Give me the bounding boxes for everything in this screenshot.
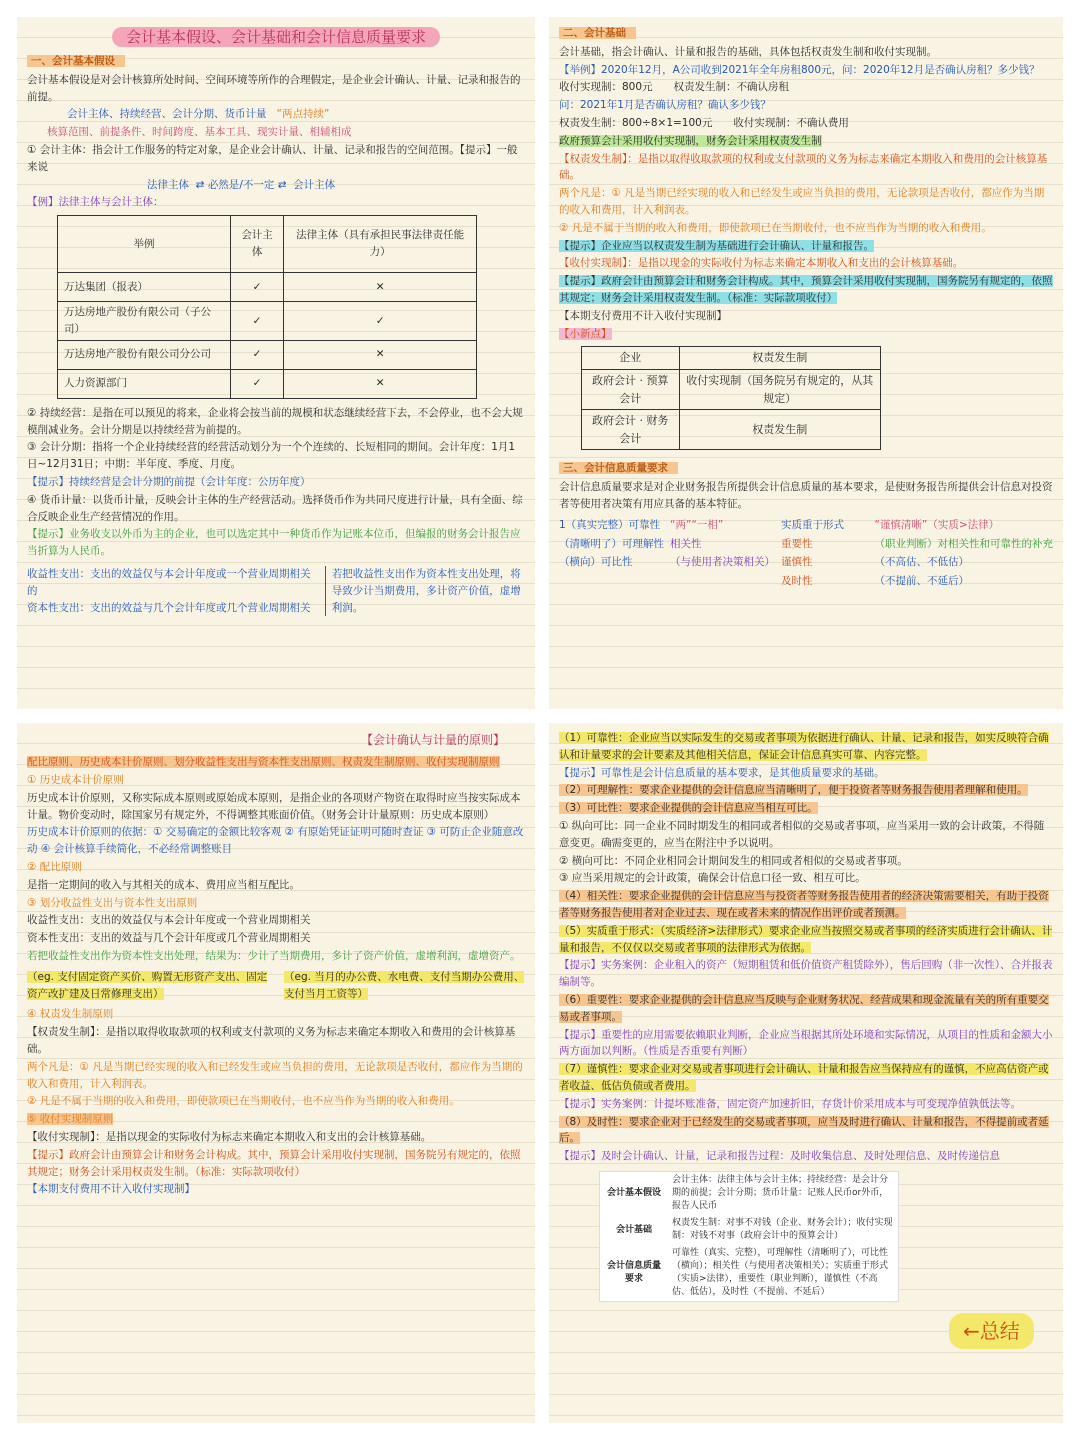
section-header: 二、会计基础 (559, 25, 1053, 42)
relation-mid: 必然是 (207, 178, 240, 191)
period-text: ③ 会计分期：指将一个企业持续经营的经营活动划分为一个个连续的、长短相同的期间。会计年度：1月1日~12月31日；中期：半年度、季度、月度。 (27, 441, 516, 471)
page-title: 【会计确认与计量的原则】 (360, 733, 505, 747)
basis-example: 【举例】2020年12月，A公司收到2021年全年房租800元，问：2020年12月是否确认房租？多少钱？ (559, 63, 1040, 76)
relation-left: 法律主体 (147, 178, 189, 191)
list-item: （职业判断）对相关性和可靠性的补充 (874, 537, 1053, 550)
table-cell: ✕ (284, 369, 477, 398)
table-header-row (58, 216, 477, 273)
relation-diagram: 法律主体 ⇄ 必然是/不一定 ⇄ 会计主体 (147, 178, 336, 191)
table-cell: ✓ (284, 302, 477, 341)
list-item: 重要性 (781, 537, 813, 550)
basis-intro: 会计基础，指会计确认、计量和报告的基础，具体包括权责发生制和收付实现制。 (559, 45, 937, 58)
relation-right: 会计主体 (293, 178, 336, 191)
two-rules-1: 两个凡是：① 凡是当期已经实现的收入和已经发生或应当负担的费用，无论款项是否收付，都应作为当期的收入和费用，计入利润表。 (559, 187, 1045, 216)
table-cell: ✓ (230, 340, 283, 369)
materiality-text: （6）重要性：要求企业提供的会计信息应当反映与企业财务状况、经营成果和现金流量有关的所有重要交易或者事项。 (559, 993, 1049, 1023)
notes-page-quality-details (549, 723, 1063, 1423)
accrual-r1: 两个凡是：① 凡是当期已经实现的收入和已经发生或应当负担的费用，无论款项是否收付，都应作为当期的收入和费用，计入利润表。 (27, 1060, 523, 1090)
table-header: 举例 (58, 216, 231, 273)
space-time-note: “两点持续” (276, 108, 330, 121)
accrual-def: 【权责发生制】：是指以取得收取款项的权利或支付款项的义务为标志来确定本期收入和费用的会计核算基础。 (27, 1026, 516, 1055)
understand-text: （2）可理解性：要求企业提供的会计信息应当清晰明了，便于投资者等财务报告使用者理解和使用。 (559, 784, 1028, 797)
hist-def: 历史成本计价原则，又称实际成本原则或原始成本原则，是指企业的各项财产物资在取得时应当按实际成本计量。物价变动时，除国家另有规定外，不得调整其账面价值。（财务会计计量原则：历史成本原则） (27, 791, 521, 821)
table-row (58, 340, 477, 369)
entity-text: ① 会计主体：指会计工作服务的特定对象，是企业会计确认、计量、记录和报告的空间范围。【提示】一般来说 (27, 143, 518, 173)
table-header: 法律主体（具有承担民事法律责任能力） (284, 216, 477, 273)
table-cell: 万达房地产股份有限公司分公司 (58, 340, 231, 369)
list-item: （与使用者决策相关） (670, 556, 775, 569)
section-header: 一、会计基本假设 (27, 53, 525, 70)
capital-expense-def: 资本性支出：支出的效益与几个会计年度或几个营业周期相关 (27, 601, 311, 614)
list-item: “两”“一相” (670, 518, 724, 531)
table-cell: ✓ (230, 273, 283, 302)
list-item: “谨慎清晰”（实质>法律） (874, 518, 1000, 531)
cash-tip: 【提示】政府会计由预算会计和财务会计构成。其中，预算会计采用收付实现制，国务院另有规定的，依照其规定；财务会计采用权责发生制。（标准：实际款项收付） (27, 1148, 521, 1178)
prudence-text: （7）谨慎性：要求企业对交易或者事项进行会计确认、计量和报告应当保持应有的谨慎，不应高估资产或者收益、低估负债或者费用。 (559, 1063, 1049, 1092)
split-header: ③ 划分收益性支出与资本性支出原则 (27, 896, 198, 909)
gov-tip: 【提示】政府会计由预算会计和财务会计构成。其中，预算会计采用收付实现制，国务院另有规定的，依照其规定；财务会计采用权责发生制。（标准：实际款项收付） (559, 275, 1053, 304)
relation-mid2: 不一定 (242, 178, 275, 191)
period-tip: 【提示】持续经营是会计分期的前提（会计年度：公历年度） (27, 475, 311, 488)
example-row (27, 969, 525, 1003)
split-3: 若把收益性支出作为资本性支出处理，结果为：少计了当期费用，多计了资产价值，虚增利润，虚增资产。 (27, 949, 521, 962)
list-item: 相关性 (670, 537, 702, 550)
list-item: （不提前、不延后） (874, 575, 969, 588)
cash-tip2: 【本期支付费用不计入收付实现制】 (27, 1183, 195, 1196)
cash-header: ⑤ 收付实现制原则 (27, 1113, 114, 1126)
list-item (559, 573, 664, 590)
timeliness-text: （8）及时性：要求企业对于已经发生的交易或者事项，应当及时进行确认、计量和报告，不得提前或者延后。 (559, 1115, 1049, 1145)
table-row (58, 302, 477, 341)
accrual-def: 【权责发生制】：是指以取得收取款项的权利或支付款项的义务为标志来确定本期收入和费用的会计核算基础。 (559, 152, 1048, 182)
substance-text: （5）实质重于形式：（实质经济>法律形式）要求企业应当按照交易或者事项的经济实质进行会计确认、计量和报告，不仅仅以交易或者事项的法律形式为依据。 (559, 924, 1053, 954)
new-point: 【小新点】 (559, 327, 612, 340)
quality-intro: 会计信息质量要求是对企业财务报告所提供会计信息质量的基本要求，是使财务报告所提供会计信息对投资者等使用者决策有用应具备的基本特征。 (559, 481, 1053, 510)
assumption-list (27, 106, 525, 123)
table-cell: 权责发生制 (679, 347, 880, 370)
comparable-3: ③ 应当采用规定的会计政策，确保会计信息口径一致、相互可比。 (559, 872, 866, 885)
substance-tip: 【提示】实务案例：企业租入的资产（短期租赁和低价值资产租赁除外），售后回购（非一次性）、合并报表编制等。 (559, 959, 1053, 989)
table-row (582, 369, 881, 409)
split-2: 资本性支出：支出的效益与几个会计年度或几个营业周期相关 (27, 932, 311, 945)
table-cell: ✓ (230, 302, 283, 341)
notes-page-basis-quality (549, 17, 1063, 709)
table-cell: 政府会计 · 财务会计 (582, 410, 680, 450)
revenue-expense-def: 收益性支出：支出的效益仅与本会计年度或一个营业周期相关的 (27, 567, 311, 597)
hist-header: ① 历史成本计价原则 (27, 773, 124, 786)
list-item: （清晰明了）可理解性 (559, 537, 664, 550)
relevance-text: （4）相关性：要求企业提供的会计信息应当与投资者等财务报告使用者的经济决策需要相关，有助于投资者等财务报告使用者对企业过去、现在或者未来的情况作出评价或者预测。 (559, 890, 1049, 919)
notes-page-principles (17, 723, 535, 1423)
table-row (600, 1245, 899, 1302)
rev-cap-side-note: 若把收益性支出作为资本性支出处理，将导致少计当期费用，多计资产价值，虚增利润。 (325, 566, 525, 616)
reliable-tip: 【提示】可靠性是会计信息质量的基本要求，是其他质量要求的基础。 (559, 766, 885, 779)
table-cell: 权责发生制：对事不对钱（企业、财务会计）；收付实现制：对钱不对事（政府会计中的预算会计） (672, 1218, 893, 1242)
summary-label: ←总结 (949, 1313, 1034, 1349)
table-cell: 会计基础 (615, 1224, 652, 1235)
currency-tip: 【提示】业务收支以外币为主的企业，也可以选定其中一种货币作为记账本位币，但编报的财务会计报告应当折算为人民币。 (27, 528, 521, 558)
revenue-capital-block (27, 566, 525, 616)
split-1: 收益性支出：支出的效益仅与本会计年度或一个营业周期相关 (27, 914, 311, 927)
assumption-names: 会计主体、持续经营、会计分期、货币计量 (67, 108, 267, 121)
table-cell: 收付实现制（国务院另有规定的，从其规定） (679, 369, 880, 409)
list-item (670, 573, 775, 590)
intro-text: 会计基本假设是对会计核算所处时间、空间环境等所作的合理假定，是企业会计确认、计量、记录和报告的前提。 (27, 73, 521, 103)
table-cell: 会计信息质量要求 (606, 1261, 661, 1285)
match-header: ② 配比原则 (27, 860, 82, 873)
reliable-text: （1）可靠性：企业应当以实际发生的交易或者事项为依据进行确认、计量、记录和报告，如实反映符合确认和计量要求的会计要素及其他相关信息，保证会计信息真实可靠、内容完整。 (559, 732, 1049, 761)
currency-text: ④ 货币计量：以货币计量，反映会计主体的生产经营活动。选择货币作为共同尺度进行计量，具有全面、综合反映企业生产经营情况的作用。 (27, 493, 523, 523)
table-cell: 人力资源部门 (58, 369, 231, 398)
list-item: 谨慎性 (781, 556, 813, 569)
cash-basis-answer: 收付实现制：800元 权责发生制：不确认房租 (559, 81, 790, 94)
rev-cap-definitions (27, 566, 317, 616)
list-item: 及时性 (781, 575, 813, 588)
table-cell: 可靠性（真实、完整），可理解性（清晰明了），可比性（横向）；相关性（与使用者决策相关）；实质重于形式（实质>法律），重要性（职业判断），谨慎性（不高估、低估），及时性（不提前、不延后） (672, 1248, 889, 1298)
hist-basis: 历史成本计价原则的依据：① 交易确定的金额比较客观 ② 有原始凭证证明可随时查证 ③ 可防止企业随意改动 ④ 会计核算手续简化，不必经常调整账目 (27, 826, 524, 856)
example-title: 【例】法律主体与会计主体： (27, 196, 164, 209)
table-row (58, 273, 477, 302)
notes-page-assumptions (17, 17, 535, 709)
prudence-tip: 【提示】实务案例：计提坏账准备，固定资产加速折旧，存货计价采用成本与可变现净值孰低法等。 (559, 1097, 1021, 1110)
accrual-header: ④ 权责发生制原则 (27, 1008, 114, 1021)
eg-right: （eg. 当月的办公费、水电费、支付当期办公费用、支付当月工资等） (284, 970, 525, 1000)
principles-list: 配比原则、历史成本计价原则、划分收益性支出与资本性支出原则、权责发生制原则、收付实现制原则 (27, 756, 500, 769)
materiality-tip: 【提示】重要性的应用需要依赖职业判断，企业应当根据其所处环境和实际情况，从项目的性质和金额大小两方面加以判断。（性质是否重要有判断） (559, 1028, 1053, 1058)
accrual-answer: 权责发生制：800÷8×1=100元 收付实现制：不确认费用 (559, 116, 849, 129)
table-cell: 权责发生制 (679, 410, 880, 450)
gov-accounting-table (581, 346, 881, 450)
enterprise-tip: 【提示】企业应当以权责发生制为基础进行会计确认、计量和报告。 (559, 239, 874, 252)
cash-def: 【收付实现制】：是指以现金的实际收付为标志来确定本期收入和支出的会计核算基础。 (27, 1130, 432, 1143)
table-cell: 万达房地产股份有限公司（子公司） (58, 302, 231, 341)
accrual-r2: ② 凡是不属于当期的收入和费用，即使款项已在当期收付，也不应当作为当期的收入和费用。 (27, 1095, 460, 1108)
match-def: 是指一定期间的收入与其相关的成本、费用应当相互配比。 (27, 878, 300, 891)
eg-left: （eg. 支付固定资产买价、购置无形资产支出、固定资产改扩建及日常修理支出） (27, 970, 268, 1000)
timeliness-tip: 【提示】及时会计确认、计量，记录和报告过程：及时收集信息、及时处理信息、及时传递信息 (559, 1150, 1000, 1163)
gov-tip2: 【本期支付费用不计入收付实现制】 (559, 309, 727, 322)
cash-def: 【收付实现制】：是指以现金的实际收付为标志来确定本期收入和支出的会计核算基础。 (559, 257, 964, 270)
table-row (582, 347, 881, 370)
table-cell: 政府会计 · 预算会计 (582, 369, 680, 409)
assumption-notes: 核算范围、前提条件、时间跨度、基本工具、现实计量、相辅相成 (47, 126, 352, 139)
basis-question2: 问：2021年1月是否确认房租？确认多少钱？ (559, 99, 771, 112)
table-cell: ✓ (230, 369, 283, 398)
comparable-text: （3）可比性：要求企业提供的会计信息应当相互可比。 (559, 802, 818, 815)
table-cell: 会计主体：法律主体与会计主体；持续经营：是会计分期的前提；会计分期；货币计量：记账人民币or外币，报告人民币 (672, 1174, 889, 1212)
page-title: 会计基本假设、会计基础和会计信息质量要求 (27, 25, 525, 49)
table-row (600, 1215, 899, 1245)
list-item: 1（真实完整）可靠性 (559, 518, 661, 531)
two-rules-2: ② 凡是不属于当期的收入和费用，即使款项已在当期收付，也不应当作为当期的收入和费用。 (559, 221, 992, 234)
entity-example-table (57, 215, 477, 399)
table-cell: ✕ (284, 340, 477, 369)
summary-table (599, 1171, 899, 1302)
table-cell: 企业 (582, 347, 680, 370)
table-row (58, 369, 477, 398)
table-header: 会计主体 (230, 216, 283, 273)
table-cell: 会计基本假设 (606, 1187, 661, 1198)
gov-note: 政府预算会计采用收付实现制，财务会计采用权责发生制 (559, 134, 822, 147)
continuity-text: ② 持续经营：是指在可以预见的将来，企业将会按当前的规模和状态继续经营下去，不会停业，也不会大规模削减业务。会计分期是以持续经营为前提的。 (27, 406, 523, 436)
list-item: （横向）可比性 (559, 556, 633, 569)
section-header: 三、会计信息质量要求 (559, 460, 1053, 477)
table-cell: 万达集团（报表） (58, 273, 231, 302)
list-item: （不高估、不低估） (874, 556, 969, 569)
table-cell: ✕ (284, 273, 477, 302)
table-row (600, 1171, 899, 1215)
list-item: 实质重于形式 (781, 518, 844, 531)
table-row (582, 410, 881, 450)
comparable-1: ① 纵向可比：同一企业不同时期发生的相同或者相似的交易或者事项，应当采用一致的会计政策，不得随意变更。确需变更的，应当在附注中予以说明。 (559, 819, 1045, 849)
quality-list (559, 517, 1053, 590)
comparable-2: ② 横向可比：不同企业相同会计期间发生的相同或者相似的交易或者事项。 (559, 854, 908, 867)
